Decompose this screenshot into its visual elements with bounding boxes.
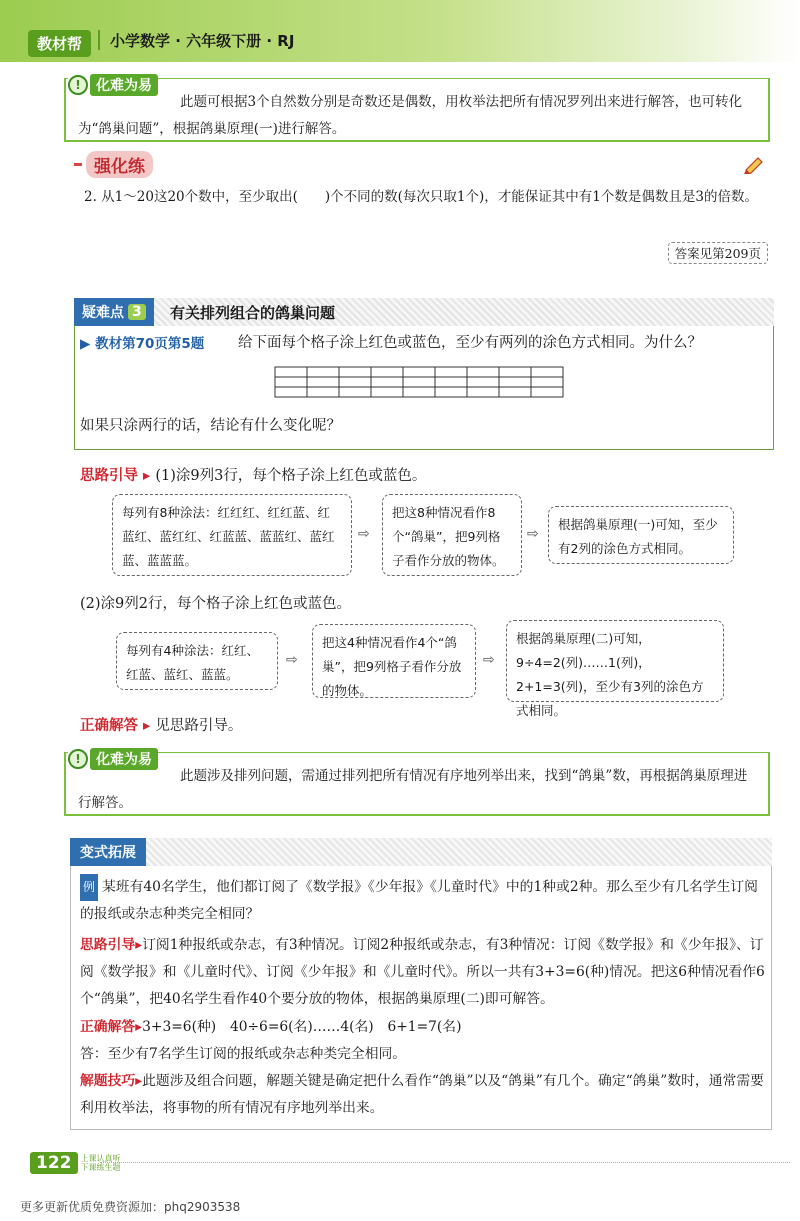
practice-bar-icon	[74, 163, 82, 166]
ext-skill-text: 此题涉及组合问题，解题关键是确定把什么看作“鸽巢”以及“鸽巢”有几个。确定“鸽巢”数时，通常需要利用枚举法，将事物的所有情况有序地列举出来。	[80, 1073, 764, 1116]
guide-box-1: 每列有8种涂法：红红红、红红蓝、红蓝红、蓝红红、红蓝蓝、蓝蓝红、蓝红蓝、蓝蓝蓝。	[112, 494, 352, 576]
correct-label: 正确解答	[80, 718, 138, 734]
grid-cell	[371, 377, 403, 387]
brand-badge: 教材帮	[28, 30, 91, 57]
resource-note: 更多更新优质免费资源加：phq2903538	[20, 1200, 241, 1214]
grid-cell	[435, 367, 467, 377]
ext-skill-paragraph	[80, 1068, 770, 1122]
grid-cell	[435, 377, 467, 387]
guide-box-4: 每列有4种涂法：红红、红蓝、蓝红、蓝蓝。	[116, 632, 278, 690]
example-mark: 例	[80, 874, 98, 901]
grid-cell	[435, 387, 467, 397]
grid-cell	[339, 377, 371, 387]
header-separator	[98, 30, 100, 50]
guide-part2-text: (2)涂9列2行，每个格子涂上红色或蓝色。	[80, 596, 351, 612]
coloring-grid	[274, 366, 574, 402]
grid-cell	[403, 367, 435, 377]
grid-cell	[531, 387, 563, 397]
grid-cell	[499, 387, 531, 397]
arrow-icon: ⇨	[483, 652, 495, 668]
example-text: 某班有40名学生，他们都订阅了《数学报》《少年报》《儿童时代》中的1种或2种。那么至少有几名学生订阅的报纸或杂志种类完全相同？	[80, 879, 758, 922]
ext-guide-label: 思路引导	[80, 937, 136, 953]
practice-question: 2. 从1～20这20个数中，至少取出( )个不同的数(每次只取1个)，才能保证其中有1个数是偶数且是3的倍数。	[84, 189, 758, 205]
exclamation-icon: !	[68, 75, 88, 95]
answer-reference[interactable]: 答案见第209页	[668, 242, 768, 264]
guide-box-3: 根据鸽巢原理(一)可知，至少有2列的涂色方式相同。	[548, 506, 734, 564]
ext-answer-calc: 3+3=6(种) 40÷6=6(名)……4(名) 6+1=7(名)	[142, 1019, 462, 1035]
footer-divider	[100, 1162, 790, 1163]
pencil-icon	[742, 154, 766, 174]
page-number: 122	[30, 1152, 78, 1174]
guide-label-arrow: ▸	[138, 468, 156, 484]
grid-cell	[339, 387, 371, 397]
difficulty-question: 给下面每个格子涂上红色或蓝色，至少有两列的涂色方式相同。为什么？	[238, 335, 702, 351]
page-header	[0, 0, 800, 62]
exclamation-icon: !	[68, 749, 88, 769]
grid-cell	[467, 367, 499, 377]
ext-guide-arrow: ▸	[135, 937, 143, 953]
grid-cell	[371, 387, 403, 397]
grid-cell	[467, 387, 499, 397]
guide-box-6: 根据鸽巢原理(二)可知，9÷4=2(列)……1(列)，2+1=3(列)，至少有3列的涂色方式相同。	[506, 620, 724, 702]
example-paragraph	[80, 874, 770, 928]
tip-box-1	[64, 78, 770, 142]
guide-part1-line	[80, 464, 426, 485]
grid-cell	[339, 367, 371, 377]
grid-cell	[307, 377, 339, 387]
ext-skill-arrow: ▸	[135, 1073, 143, 1089]
textbook-reference: ▶ 教材第70页第5题	[80, 336, 205, 352]
grid-cell	[467, 377, 499, 387]
tip-box-2	[64, 752, 770, 816]
difficulty-title: 有关排列组合的鸽巢问题	[170, 304, 336, 322]
grid-cell	[275, 377, 307, 387]
ext-skill-label: 解题技巧	[80, 1073, 136, 1089]
difficulty-badge	[74, 298, 154, 326]
grid-cell	[499, 367, 531, 377]
ext-answer-label: 正确解答	[80, 1019, 136, 1035]
correct-answer-line	[80, 714, 242, 735]
extension-header-bg	[70, 838, 772, 866]
correct-label-arrow: ▸	[138, 718, 156, 734]
grid-cell	[403, 377, 435, 387]
grid-cell	[307, 387, 339, 397]
page-motto: 上课认真听 下课练生题	[80, 1154, 121, 1172]
tip-label-1: 化难为易	[90, 74, 158, 96]
difficulty-badge-label: 疑难点	[82, 305, 124, 321]
difficulty-followup: 如果只涂两行的话，结论有什么变化呢？	[80, 418, 341, 434]
extension-badge: 变式拓展	[70, 838, 146, 866]
book-title: 小学数学 · 六年级下册 · RJ	[110, 32, 295, 50]
grid-cell	[531, 377, 563, 387]
grid-cell	[371, 367, 403, 377]
grid-cell	[531, 367, 563, 377]
ext-answer-arrow: ▸	[135, 1019, 143, 1035]
guide-part1-text: (1)涂9列3行，每个格子涂上红色或蓝色。	[155, 468, 427, 484]
ext-guide-text: 订阅1种报纸或杂志，有3种情况。订阅2种报纸或杂志，有3种情况：订阅《数学报》和《少年报》、订阅《数学报》和《儿童时代》、订阅《少年报》和《儿童时代》。所以一共有3+3=6(种)情况。把这6种情况看作6个“鸽巢”，把40名学生看作40个要分放的物体，根据鸽巢原理(二)即可解答。	[80, 937, 765, 1007]
grid-cell	[275, 367, 307, 377]
ext-answer-conclusion: 答：至少有7名学生订阅的报纸或杂志种类完全相同。	[80, 1046, 407, 1062]
grid-cell	[499, 377, 531, 387]
correct-text: 见思路引导。	[155, 718, 243, 734]
guide-label: 思路引导	[80, 468, 138, 484]
grid-cell	[307, 367, 339, 377]
guide-box-5: 把这4种情况看作4个“鸽巢”，把9列格子看作分放的物体。	[312, 624, 476, 698]
page-number-area	[30, 1152, 121, 1174]
arrow-icon: ⇨	[286, 652, 298, 668]
practice-label: 强化练	[86, 151, 153, 178]
practice-title	[74, 151, 153, 178]
guide-box-2: 把这8种情况看作8个“鸽巢”，把9列格子看作分放的物体。	[382, 494, 522, 576]
arrow-icon: ⇨	[527, 526, 539, 542]
tip-label-2: 化难为易	[90, 748, 158, 770]
grid-cell	[275, 387, 307, 397]
tip-text-1: 此题可根据3个自然数分别是奇数还是偶数，用枚举法把所有情况罗列出来进行解答，也可转化为“鸽巢问题”，根据鸽巢原理(一)进行解答。	[78, 94, 743, 137]
grid-cell	[403, 387, 435, 397]
arrow-icon: ⇨	[358, 526, 370, 542]
tip-badge-1	[68, 74, 158, 96]
ext-answer-line	[80, 1014, 770, 1041]
tip-badge-2	[68, 748, 158, 770]
tip-text-2: 此题涉及排列问题，需通过排列把所有情况有序地列举出来，找到“鸽巢”数，再根据鸽巢原理进行解答。	[78, 768, 748, 811]
ext-guide-paragraph	[80, 932, 770, 1013]
difficulty-number: 3	[128, 304, 146, 320]
